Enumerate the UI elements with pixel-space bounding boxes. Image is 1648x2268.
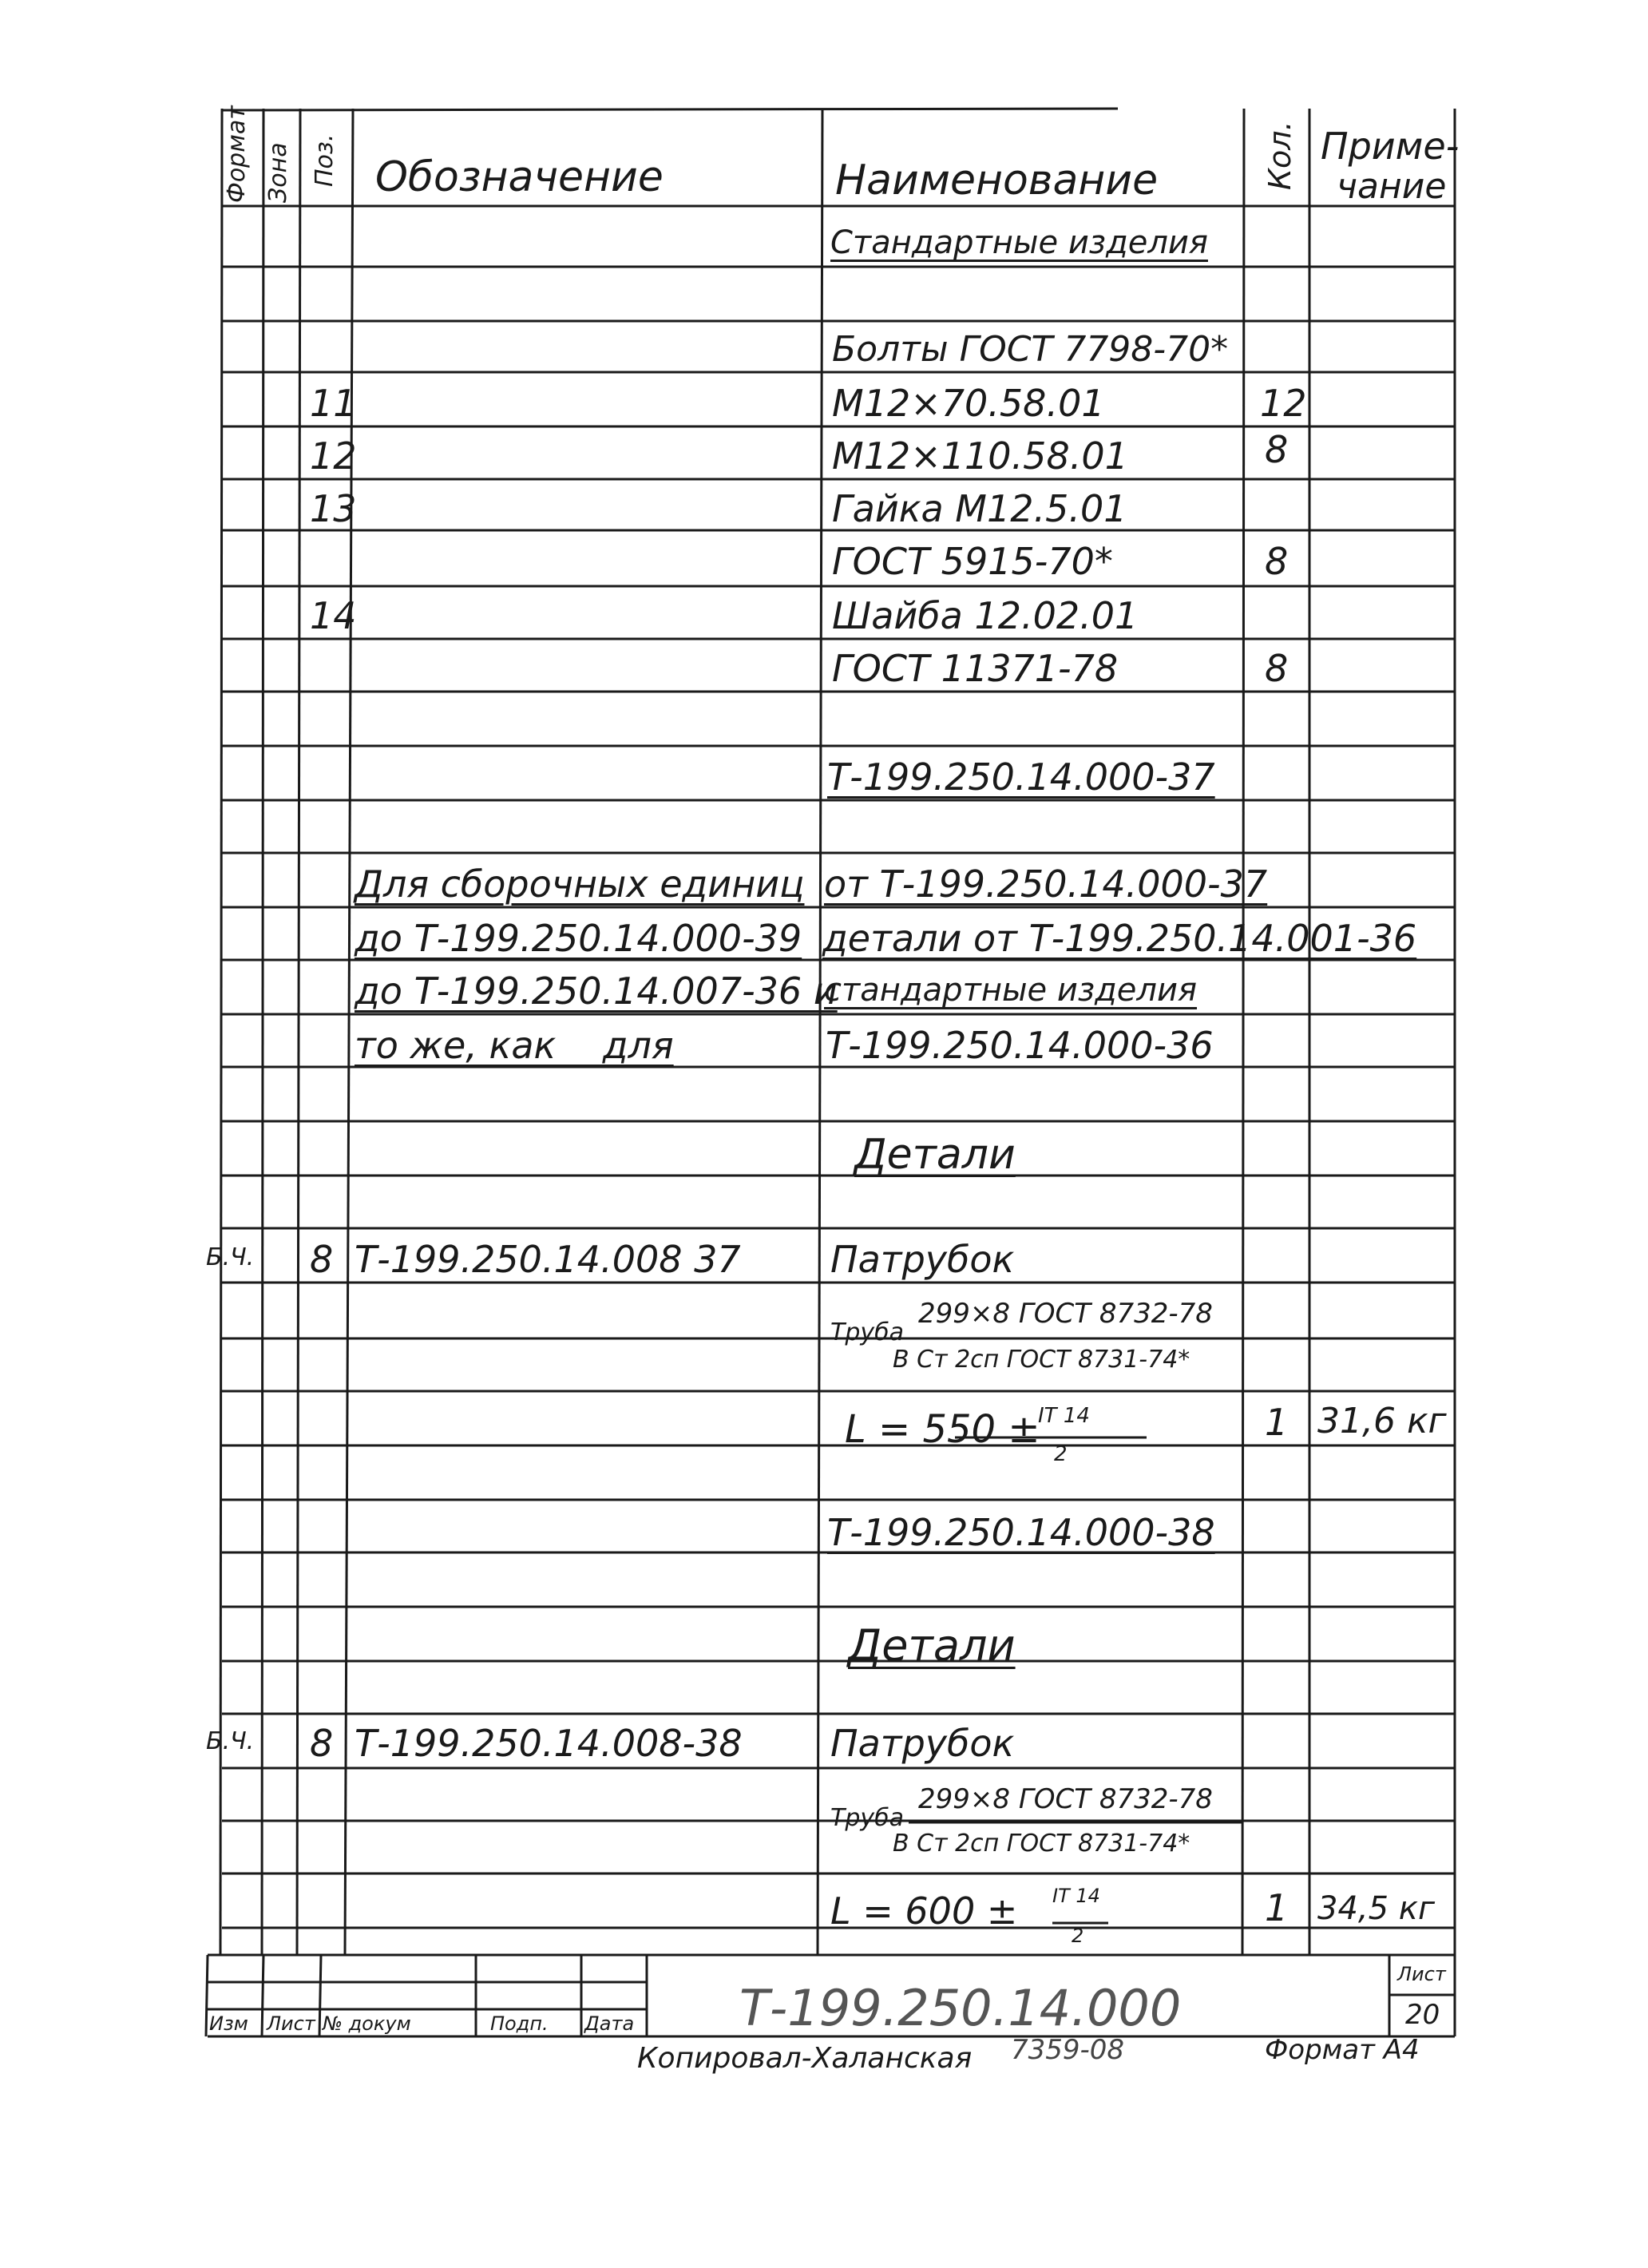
header-designation: Обозначение [375,153,664,201]
table-cell-name-prefix: Труба [830,1318,905,1346]
title-label-izm: Изм [209,2012,248,2035]
header-note-top: Приме- [1321,125,1460,168]
table-cell-name: ГОСТ 5915-70* [832,540,1113,583]
table-cell-name: ГОСТ 11371-78 [832,647,1119,690]
table-cell-name: М12×110.58.01 [832,434,1128,478]
table-cell-name-prefix: Труба [830,1804,905,1832]
table-cell-pos: 12 [310,434,357,478]
table-cell-pos: 8 [310,1722,334,1765]
table-cell-name: Гайка М12.5.01 [832,487,1127,530]
tolerance-bottom: 2 [1054,1442,1068,1466]
table-cell-qty: 8 [1265,647,1289,690]
table-cell-name: Патрубок [830,1238,1015,1281]
table-cell-designation: Для сборочных единиц [355,862,805,906]
table-cell-designation: до Т-199.250.14.000-39 [355,917,802,960]
table-cell-pos: 8 [310,1238,334,1281]
table-cell-note: 34,5 кг [1317,1890,1435,1927]
table-cell-designation: Т-199.250.14.008-38 [355,1722,743,1765]
assembly-title: Т-199.250.14.000-37 [827,755,1215,799]
sheet-number: 20 [1405,1999,1440,2031]
section-title: Детали [848,1620,1016,1671]
header-qty: Кол. [1262,121,1297,190]
table-cell-qty: 8 [1265,540,1289,583]
table-cell-qty: 1 [1265,1886,1289,1929]
table-cell-pos: 11 [310,382,357,425]
table-cell-qty: 12 [1260,382,1307,425]
table-cell-designation: Т-199.250.14.008 37 [355,1238,741,1281]
header-format: Формат [223,105,251,203]
table-cell-format: Б.Ч. [206,1243,255,1271]
title-label-list: Лист [267,2012,315,2035]
table-cell-name: от Т-199.250.14.000-37 [824,862,1268,906]
footer-code: 7359-08 [1011,2034,1125,2066]
length-expression: L = 550 ± [845,1407,1040,1452]
material-spec-bottom: В Ст 2сп ГОСТ 8731-74* [893,1830,1190,1858]
tolerance-top: IT 14 [1052,1885,1100,1907]
table-cell-name: Шайба 12.02.01 [832,594,1139,637]
footer-author: Копировал-Халанская [637,2042,973,2075]
table-cell-name: М12×70.58.01 [832,382,1105,425]
table-cell-qty: 1 [1265,1401,1289,1444]
table-cell-name: Патрубок [830,1722,1015,1765]
title-label-sign: Подп. [490,2012,549,2035]
table-cell-name: детали от Т-199.250.14.001-36 [822,917,1417,960]
section-title: Детали [854,1131,1016,1179]
sheet-label: Лист [1397,1963,1446,1985]
material-spec-top: 299×8 ГОСТ 8732-78 [918,1783,1213,1815]
section-title: Стандартные изделия [830,224,1208,261]
title-label-doc: № докум [323,2012,411,2035]
table-cell-name: Болты ГОСТ 7798-70* [832,329,1229,370]
footer-format: Формат А4 [1265,2034,1420,2066]
table-cell-format: Б.Ч. [206,1727,255,1755]
length-expression: L = 600 ± [830,1889,1018,1933]
table-cell-designation: до Т-199.250.14.007-36 и [355,969,838,1013]
document-number: Т-199.250.14.000 [739,1979,1182,2037]
table-cell-designation: то же, как для [355,1024,674,1067]
assembly-title: Т-199.250.14.000-38 [827,1511,1215,1554]
table-cell-note: 31,6 кг [1317,1401,1447,1441]
table-cell-name: Т-199.250.14.000-36 [826,1024,1214,1067]
table-cell-pos: 13 [310,487,357,530]
header-zone: Зона [264,142,292,203]
table-cell-qty: 8 [1265,428,1289,471]
material-spec-bottom: В Ст 2сп ГОСТ 8731-74* [893,1346,1190,1374]
table-cell-pos: 14 [310,594,357,637]
header-name: Наименование [835,157,1159,204]
header-note-bottom: чание [1337,166,1447,207]
table-cell-name: стандартные изделия [824,972,1198,1009]
header-pos: Поз. [311,133,339,187]
tolerance-top: IT 14 [1038,1404,1090,1428]
title-label-date: Дата [584,2012,635,2035]
tolerance-bottom: 2 [1072,1925,1084,1947]
material-spec-top: 299×8 ГОСТ 8732-78 [918,1298,1213,1330]
